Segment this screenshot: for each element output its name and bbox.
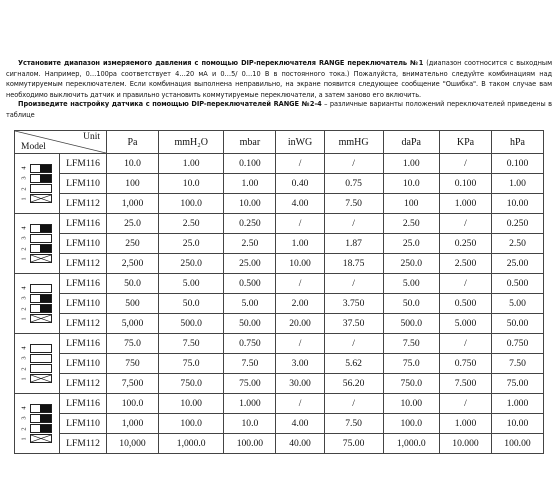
value-cell: 500 — [107, 294, 159, 314]
value-cell: 0.100 — [491, 154, 543, 174]
dip-switch-diagram — [15, 214, 60, 274]
dip-switch-2 — [30, 184, 52, 193]
value-cell: 2.50 — [491, 234, 543, 254]
dip-switch-number: 1 — [20, 377, 28, 381]
value-cell: 4.00 — [276, 194, 324, 214]
value-cell: 5.00 — [383, 274, 440, 294]
value-cell: 100 — [107, 174, 159, 194]
value-cell: 1.00 — [276, 234, 324, 254]
model-cell: LFM110 — [60, 354, 107, 374]
dip-switch-1 — [30, 374, 52, 383]
dip-switch-number: 4 — [20, 406, 28, 410]
value-cell: 0.250 — [491, 214, 543, 234]
value-cell: / — [324, 334, 383, 354]
value-cell: 2.500 — [440, 254, 492, 274]
value-cell: 500.0 — [383, 314, 440, 334]
value-cell: 1.00 — [491, 174, 543, 194]
value-cell: 750.0 — [158, 374, 223, 394]
dip-switch-lever — [40, 245, 51, 252]
value-cell: 5.62 — [324, 354, 383, 374]
unit-header: mmHG — [324, 131, 383, 154]
unit-header: hPa — [491, 131, 543, 154]
dip-switch-number: 4 — [20, 346, 28, 350]
model-cell: LFM116 — [60, 334, 107, 354]
dip-switch-2 — [30, 244, 52, 253]
dip-switch-diagram — [15, 394, 60, 454]
value-cell: 10.0 — [158, 174, 223, 194]
value-cell: 250 — [107, 234, 159, 254]
range-instruction-bold: Установите диапазон измеряемого давления с помощью DIP-переключателя RANGE переключатель №1 — [18, 59, 424, 67]
dip-switch-numbers — [20, 343, 29, 385]
value-cell: 1.87 — [324, 234, 383, 254]
dip-switch-numbers — [20, 223, 29, 265]
value-cell: 0.75 — [324, 174, 383, 194]
value-cell: 100.0 — [107, 394, 159, 414]
value-cell: 0.500 — [224, 274, 276, 294]
dip-switch-number: 2 — [20, 427, 28, 431]
value-cell: / — [440, 214, 492, 234]
dip-switch-number: 1 — [20, 437, 28, 441]
dip-switch-box — [20, 403, 56, 445]
value-cell: 7.50 — [383, 334, 440, 354]
value-cell: 75.00 — [224, 374, 276, 394]
table-header-row — [15, 131, 544, 154]
value-cell: 1.000 — [224, 394, 276, 414]
value-cell: 1,000 — [107, 194, 159, 214]
dip-switch-4 — [30, 344, 52, 353]
value-cell: 2.50 — [383, 214, 440, 234]
dip-switch-stack — [30, 344, 52, 384]
value-cell: 25.0 — [158, 234, 223, 254]
table-row — [15, 434, 544, 454]
value-cell: 3.750 — [324, 294, 383, 314]
value-cell: / — [276, 394, 324, 414]
value-cell: 1.000 — [491, 394, 543, 414]
dip-switch-2 — [30, 364, 52, 373]
table-row — [15, 174, 544, 194]
dip-switch-lever — [40, 225, 51, 232]
value-cell: 2.50 — [224, 234, 276, 254]
value-cell: 40.00 — [276, 434, 324, 454]
model-cell: LFM116 — [60, 154, 107, 174]
value-cell: 30.00 — [276, 374, 324, 394]
dip-switch-lever — [40, 295, 51, 302]
value-cell: 10.0 — [107, 154, 159, 174]
value-cell: 100.0 — [383, 414, 440, 434]
dip-switch-diagram — [15, 334, 60, 394]
dip-switch-number: 4 — [20, 286, 28, 290]
dip-switch-number: 3 — [20, 296, 28, 300]
value-cell: 0.250 — [440, 234, 492, 254]
dip-switch-box — [20, 223, 56, 265]
table-row — [15, 194, 544, 214]
range-instruction-paragraph — [6, 58, 552, 100]
value-cell: 5.000 — [440, 314, 492, 334]
value-cell: 75.0 — [107, 334, 159, 354]
value-cell: 100.00 — [491, 434, 543, 454]
dip-switch-2 — [30, 424, 52, 433]
value-cell: 1.00 — [383, 154, 440, 174]
model-cell: LFM112 — [60, 254, 107, 274]
value-cell: 7.50 — [491, 354, 543, 374]
model-cell: LFM110 — [60, 414, 107, 434]
dip-switch-lever — [40, 425, 51, 432]
value-cell: / — [276, 214, 324, 234]
dip-switch-1 — [30, 194, 52, 203]
value-cell: 0.750 — [440, 354, 492, 374]
unit-header: mbar — [224, 131, 276, 154]
value-cell: 50.0 — [158, 294, 223, 314]
value-cell: 0.500 — [491, 274, 543, 294]
value-cell: 7.50 — [224, 354, 276, 374]
unit-header: inWG — [276, 131, 324, 154]
value-cell: 4.00 — [276, 414, 324, 434]
value-cell: / — [324, 214, 383, 234]
value-cell: 100.00 — [224, 434, 276, 454]
value-cell: 50.0 — [107, 274, 159, 294]
dip-switch-diagram — [15, 154, 60, 214]
value-cell: 5.00 — [491, 294, 543, 314]
value-cell: / — [440, 334, 492, 354]
dip-setup-paragraph — [6, 99, 552, 120]
table-row — [15, 414, 544, 434]
value-cell: 10.00 — [158, 394, 223, 414]
unit-header: daPa — [383, 131, 440, 154]
dip-switch-diagram — [15, 274, 60, 334]
value-cell: 100.0 — [158, 194, 223, 214]
table-row — [15, 334, 544, 354]
dip-switch-box — [20, 343, 56, 385]
value-cell: 7.500 — [440, 374, 492, 394]
table-row — [15, 274, 544, 294]
dip-switch-2 — [30, 304, 52, 313]
value-cell: 10.0 — [224, 414, 276, 434]
dip-switch-numbers — [20, 403, 29, 445]
value-cell: 37.50 — [324, 314, 383, 334]
value-cell: 3.00 — [276, 354, 324, 374]
table-row — [15, 154, 544, 174]
model-cell: LFM112 — [60, 374, 107, 394]
value-cell: 750 — [107, 354, 159, 374]
model-cell: LFM112 — [60, 314, 107, 334]
value-cell: 0.100 — [440, 174, 492, 194]
dip-setup-bold: Произведите настройку датчика с помощью DIP-переключателей RANGE №2-4 — [18, 100, 322, 108]
dip-switch-number: 1 — [20, 317, 28, 321]
dip-switch-lever — [40, 175, 51, 182]
value-cell: 750.0 — [383, 374, 440, 394]
dip-switch-number: 2 — [20, 367, 28, 371]
table-row — [15, 234, 544, 254]
dip-switch-4 — [30, 224, 52, 233]
value-cell: / — [276, 274, 324, 294]
value-cell: 10.000 — [440, 434, 492, 454]
value-cell: 25.0 — [383, 234, 440, 254]
value-cell: / — [324, 154, 383, 174]
dip-switch-number: 2 — [20, 247, 28, 251]
dip-setup-text: – различные варианты положений переключателей приведены в таблице — [6, 100, 552, 119]
dip-switch-number: 1 — [20, 197, 28, 201]
dip-switch-number: 3 — [20, 236, 28, 240]
model-cell: LFM116 — [60, 394, 107, 414]
corner-cell — [15, 131, 107, 154]
value-cell: 25.0 — [107, 214, 159, 234]
dip-switch-3 — [30, 354, 52, 363]
value-cell: 7.50 — [158, 334, 223, 354]
value-cell: 10,000 — [107, 434, 159, 454]
value-cell: 500.0 — [158, 314, 223, 334]
value-cell: 75.00 — [324, 434, 383, 454]
dip-switch-numbers — [20, 163, 29, 205]
dip-switch-lever — [40, 305, 51, 312]
value-cell: 75.00 — [491, 374, 543, 394]
model-cell: LFM116 — [60, 214, 107, 234]
value-cell: 1.000 — [440, 194, 492, 214]
dip-switch-number: 2 — [20, 307, 28, 311]
dip-switch-1 — [30, 434, 52, 443]
value-cell: 50.00 — [224, 314, 276, 334]
dip-switch-lever — [40, 415, 51, 422]
dip-switch-4 — [30, 284, 52, 293]
value-cell: 2,500 — [107, 254, 159, 274]
dip-switch-number: 4 — [20, 226, 28, 230]
corner-model-label: Model — [21, 142, 46, 152]
value-cell: 1.00 — [224, 174, 276, 194]
dip-switch-stack — [30, 284, 52, 324]
value-cell: 10.00 — [491, 414, 543, 434]
value-cell: 56.20 — [324, 374, 383, 394]
value-cell: / — [440, 274, 492, 294]
value-cell: 5.00 — [158, 274, 223, 294]
model-cell: LFM110 — [60, 234, 107, 254]
value-cell: 7.50 — [324, 414, 383, 434]
value-cell: 0.750 — [224, 334, 276, 354]
range-table — [14, 130, 544, 454]
model-cell: LFM112 — [60, 434, 107, 454]
value-cell: 100 — [383, 194, 440, 214]
table-row — [15, 354, 544, 374]
value-cell: 1,000 — [107, 414, 159, 434]
value-cell: 1,000.0 — [158, 434, 223, 454]
value-cell: 50.0 — [383, 294, 440, 314]
dip-switch-3 — [30, 414, 52, 423]
value-cell: / — [324, 394, 383, 414]
value-cell: / — [276, 154, 324, 174]
value-cell: 75.0 — [158, 354, 223, 374]
dip-switch-number: 3 — [20, 416, 28, 420]
dip-switch-lever — [40, 405, 51, 412]
dip-switch-1 — [30, 314, 52, 323]
value-cell: 0.500 — [440, 294, 492, 314]
value-cell: 50.00 — [491, 314, 543, 334]
value-cell: 0.750 — [491, 334, 543, 354]
value-cell: 100.0 — [158, 414, 223, 434]
dip-switch-numbers — [20, 283, 29, 325]
table-body — [15, 154, 544, 454]
value-cell: 7,500 — [107, 374, 159, 394]
value-cell: 18.75 — [324, 254, 383, 274]
dip-switch-box — [20, 163, 56, 205]
value-cell: 75.0 — [383, 354, 440, 374]
model-cell: LFM110 — [60, 294, 107, 314]
model-cell: LFM110 — [60, 174, 107, 194]
value-cell: 2.00 — [276, 294, 324, 314]
value-cell: 25.00 — [224, 254, 276, 274]
dip-switch-stack — [30, 164, 52, 204]
value-cell: 10.0 — [383, 174, 440, 194]
dip-switch-number: 1 — [20, 257, 28, 261]
value-cell: 0.250 — [224, 214, 276, 234]
value-cell: 10.00 — [383, 394, 440, 414]
model-cell: LFM116 — [60, 274, 107, 294]
dip-switch-4 — [30, 404, 52, 413]
value-cell: / — [324, 274, 383, 294]
value-cell: 250.0 — [383, 254, 440, 274]
value-cell: 7.50 — [324, 194, 383, 214]
dip-switch-3 — [30, 174, 52, 183]
value-cell: 0.40 — [276, 174, 324, 194]
model-cell: LFM112 — [60, 194, 107, 214]
dip-switch-1 — [30, 254, 52, 263]
table-row — [15, 254, 544, 274]
table-row — [15, 294, 544, 314]
value-cell: 0.100 — [224, 154, 276, 174]
dip-switch-3 — [30, 294, 52, 303]
range-instruction-text: (диапазон соотносится с выходным сигналом. Например, 0…100ра соответствует 4…20 мА и 0…5/ 0…10 В в постоянного тока.) Пожалуйста, внимательно следуйте комбинациям над коммутируемым переключателем. Если комбинация выполнена неправильно, на экране появится следующее сообщение "Ошибка". В таком случае вам необходимо выключить датчик и правильно установить коммутируемые переключатели, а затем заново его включить. — [6, 59, 552, 99]
value-cell: / — [276, 334, 324, 354]
value-cell: 5.00 — [224, 294, 276, 314]
unit-header: mmH₂O — [158, 131, 223, 154]
dip-switch-number: 3 — [20, 176, 28, 180]
value-cell: / — [440, 394, 492, 414]
table-row — [15, 394, 544, 414]
dip-switch-stack — [30, 224, 52, 264]
dip-switch-lever — [40, 165, 51, 172]
table-row — [15, 374, 544, 394]
value-cell: 20.00 — [276, 314, 324, 334]
value-cell: 1.000 — [440, 414, 492, 434]
dip-switch-box — [20, 283, 56, 325]
dip-switch-number: 4 — [20, 166, 28, 170]
value-cell: 250.0 — [158, 254, 223, 274]
dip-switch-stack — [30, 404, 52, 444]
unit-header: Pa — [107, 131, 159, 154]
value-cell: 10.00 — [224, 194, 276, 214]
dip-switch-number: 3 — [20, 356, 28, 360]
value-cell: / — [440, 154, 492, 174]
dip-switch-4 — [30, 164, 52, 173]
value-cell: 2.50 — [158, 214, 223, 234]
value-cell: 10.00 — [276, 254, 324, 274]
dip-switch-number: 2 — [20, 187, 28, 191]
unit-header: KPa — [440, 131, 492, 154]
corner-unit-label: Unit — [83, 132, 100, 142]
table-row — [15, 314, 544, 334]
value-cell: 5,000 — [107, 314, 159, 334]
dip-switch-3 — [30, 234, 52, 243]
value-cell: 10.00 — [491, 194, 543, 214]
value-cell: 25.00 — [491, 254, 543, 274]
table-row — [15, 214, 544, 234]
value-cell: 1,000.0 — [383, 434, 440, 454]
value-cell: 1.00 — [158, 154, 223, 174]
